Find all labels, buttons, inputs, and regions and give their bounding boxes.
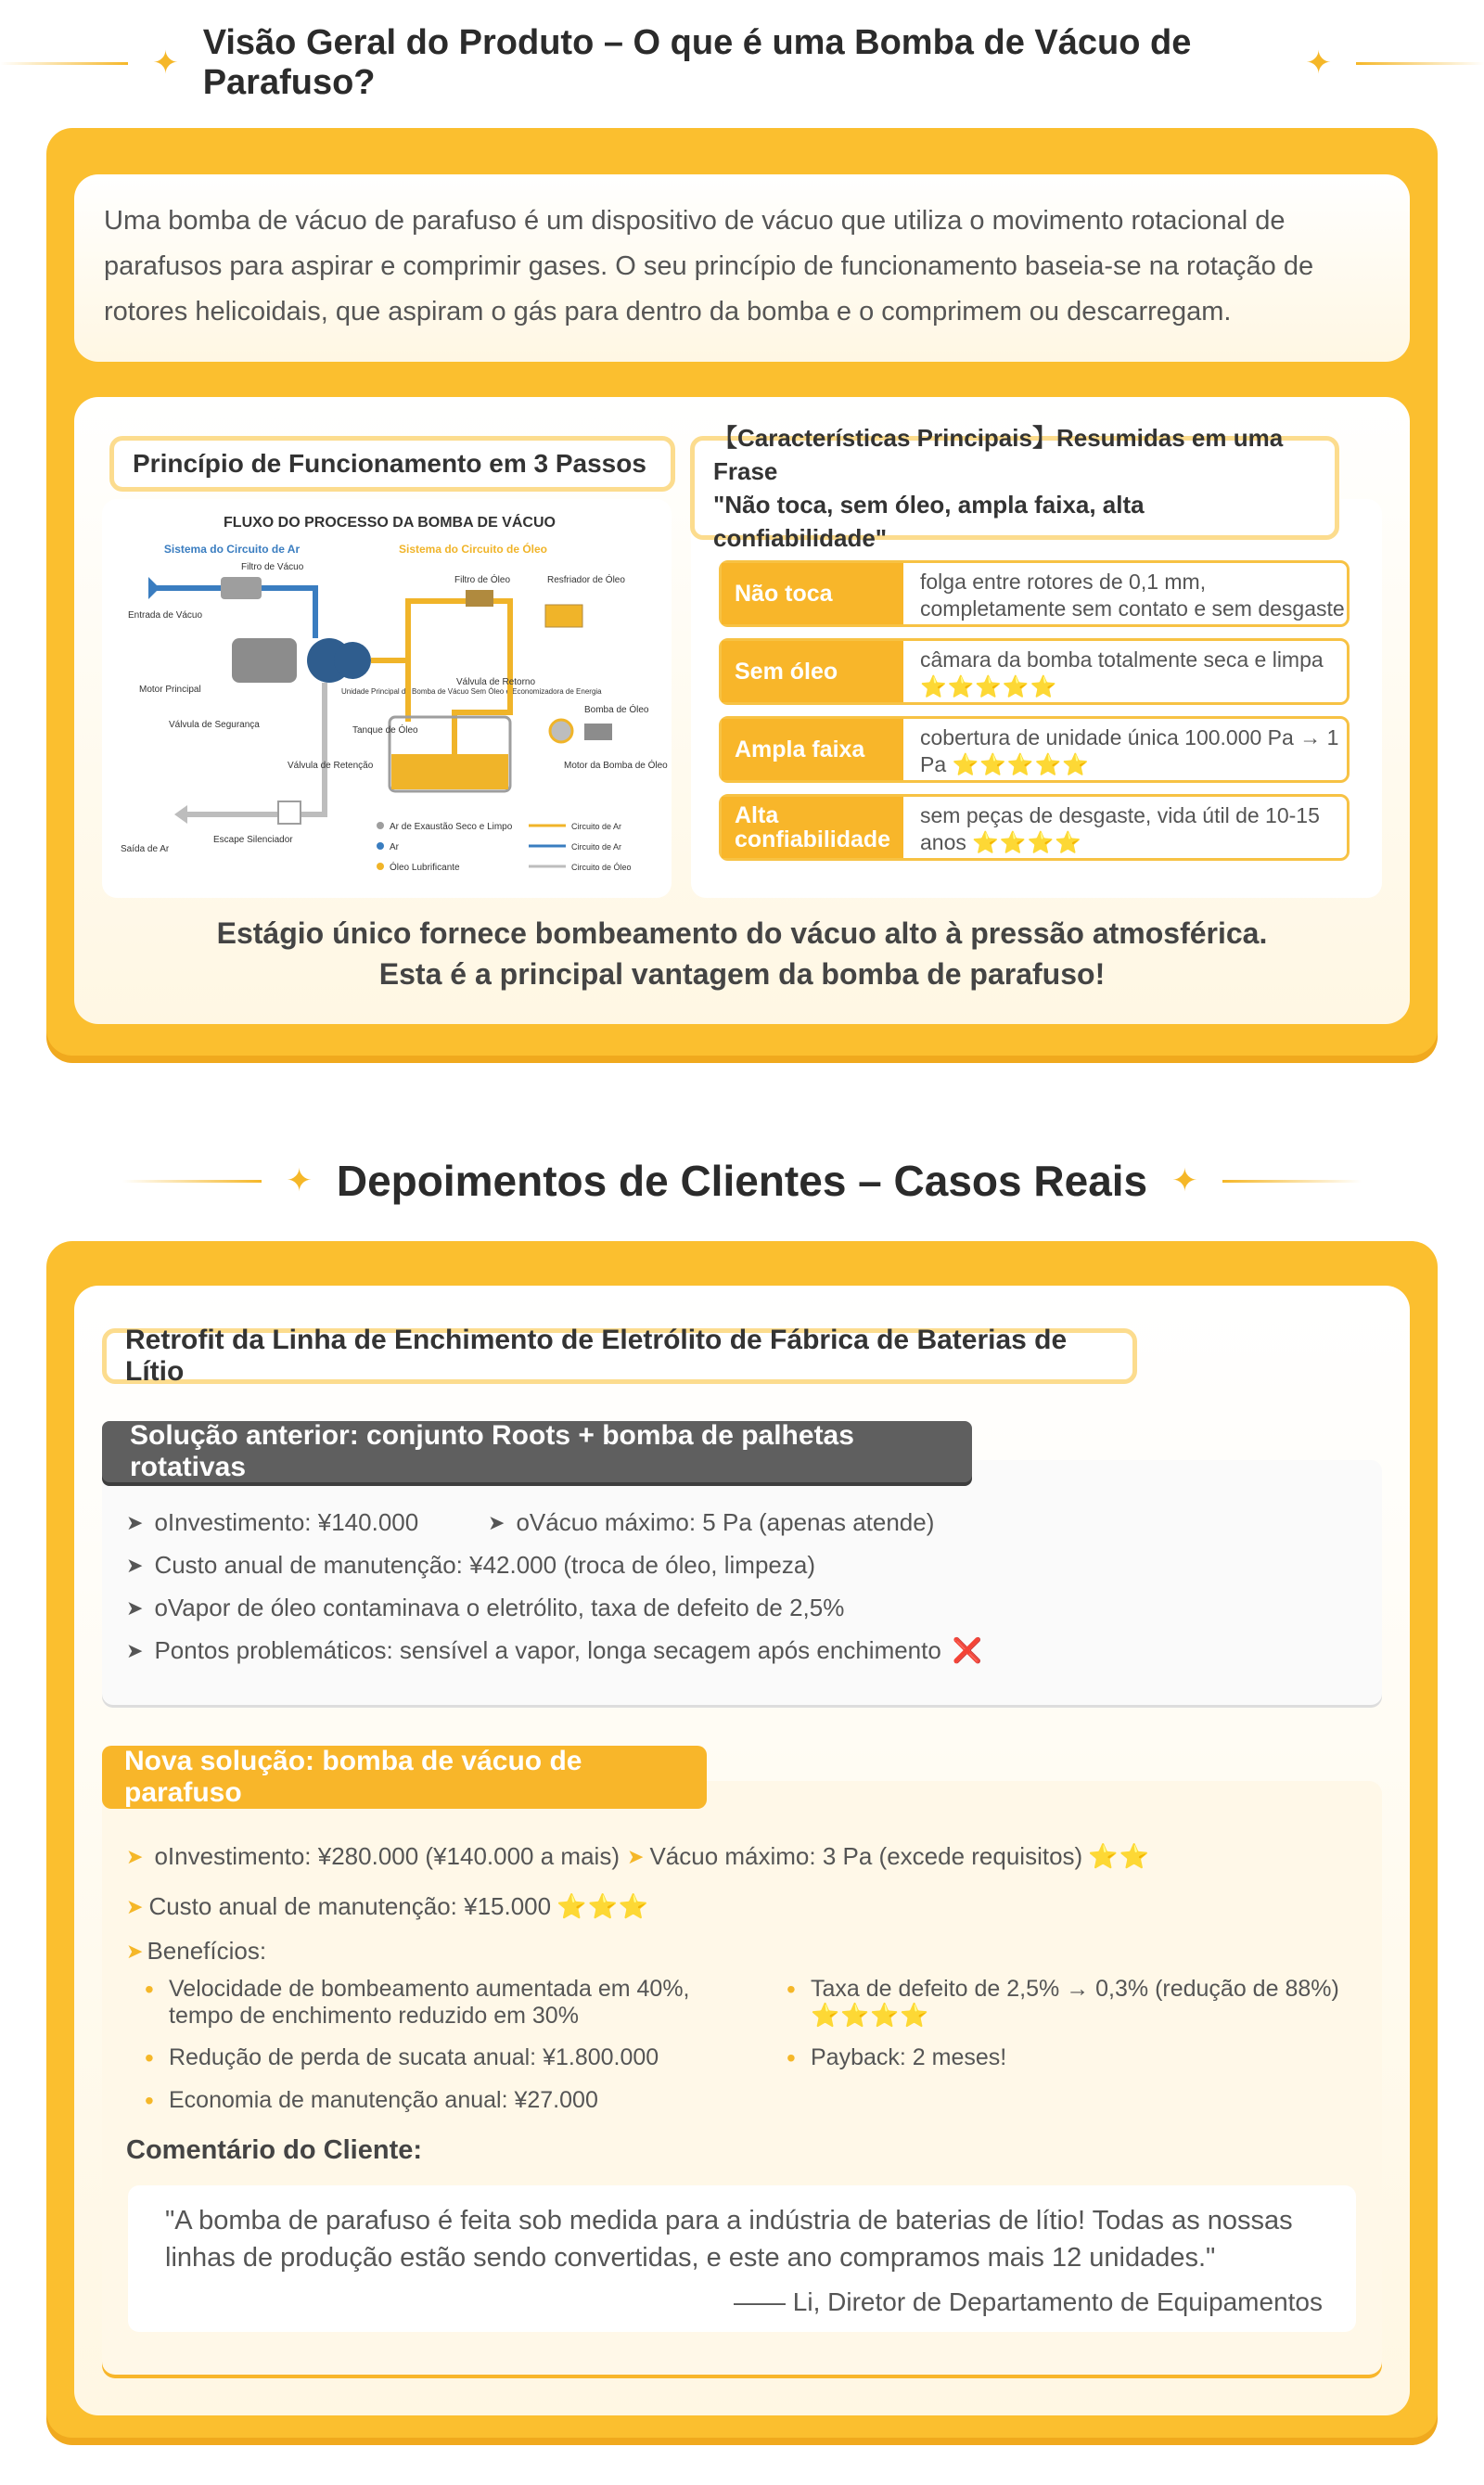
- main-motor-shape: [232, 638, 297, 683]
- oil-pump-motor-label: Motor da Bomba de Óleo: [564, 761, 668, 771]
- air-outlet-label: Saída de Ar: [121, 844, 170, 854]
- oil-tank-label: Tanque de Óleo: [352, 725, 418, 736]
- arrow-icon: ➤: [126, 1553, 144, 1577]
- oil-pump-label: Bomba de Óleo: [584, 705, 649, 715]
- arrow-icon: ➤: [126, 1894, 144, 1918]
- old-solution-head: Solução anterior: conjunto Roots + bomba de palhetas rotativas: [102, 1421, 972, 1482]
- feature-row: [719, 716, 1350, 783]
- comment-label: Comentário do Cliente:: [126, 2135, 423, 2165]
- old-item: ➤ oInvestimento: ¥140.000: [126, 1508, 419, 1536]
- testimonials-title-bar: [0, 1148, 1484, 1213]
- old-item: ➤ oVácuo máximo: 5 Pa (apenas atende): [488, 1508, 935, 1536]
- title-line-left: [0, 62, 128, 65]
- vacuum-filter-shape: [221, 577, 262, 599]
- process-diagram: [102, 499, 672, 898]
- benefit-item: • Payback: 2 meses!: [811, 2044, 1367, 2071]
- arrow-icon: ➤: [126, 1595, 144, 1620]
- exhaust-pipe: [186, 683, 325, 814]
- conclusion-line-1: Estágio único fornece bombeamento do vácuo alto à pressão atmosférica.: [216, 916, 1268, 950]
- arrow-icon: ➤: [126, 1638, 144, 1662]
- exhaust-arrow: [174, 805, 187, 824]
- oil-filter-shape: [466, 590, 493, 607]
- legend-lube-oil: Óleo Lubrificante: [390, 863, 460, 873]
- case-title: Retrofit da Linha de Enchimento de Eletrólito de Fábrica de Baterias de Lítio: [102, 1328, 1137, 1384]
- arrow-icon: ➤: [126, 1510, 144, 1534]
- feature-tag: Sem óleo: [722, 641, 903, 702]
- conclusion-line-2: Esta é a principal vantagem da bomba de parafuso!: [378, 957, 1106, 991]
- principle-title: Princípio de Funcionamento em 3 Passos: [109, 436, 675, 492]
- title-line-right: [1222, 1180, 1362, 1183]
- cross-icon: ❌: [952, 1636, 983, 1664]
- silencer-label: Escape Silenciador: [213, 835, 293, 845]
- air-system-label: Sistema do Circuito de Ar: [163, 543, 301, 556]
- vacuum-filter-label: Filtro de Vácuo: [241, 562, 304, 572]
- air-inlet-arrow: [148, 577, 160, 599]
- feature-tag: Alta confiabilidade: [722, 797, 903, 858]
- benefit-item: • Velocidade de bombeamento aumentada em 40%, tempo de enchimento reduzido em 30%: [169, 1976, 744, 2030]
- feature-row: [719, 638, 1350, 705]
- legend-dot-blue: [377, 842, 384, 850]
- legend-oil-circuit: Circuito de Óleo: [571, 863, 632, 872]
- oil-cooler-label: Resfriador de Óleo: [547, 575, 625, 585]
- feature-tag: Ampla faixa: [722, 719, 903, 780]
- overview-title: Visão Geral do Produto – O que é uma Bomba de Vácuo de Parafuso?: [202, 23, 1192, 102]
- old-item: ➤ oVapor de óleo contaminava o eletrólito, taxa de defeito de 2,5%: [126, 1594, 845, 1621]
- oil-pump-shape: [550, 720, 572, 742]
- legend-dot-yellow: [377, 863, 384, 870]
- star-rating: ⭐⭐⭐⭐: [972, 830, 1082, 854]
- oil-cooler-shape: [545, 605, 582, 627]
- star-rating: ⭐⭐⭐: [556, 1892, 650, 1920]
- feature-tag: Não toca: [722, 563, 903, 624]
- overview-title-bar: [0, 23, 1484, 102]
- air-inlet-label: Entrada de Vácuo: [128, 610, 203, 621]
- legend-dry-exhaust: Ar de Exaustão Seco e Limpo: [390, 822, 513, 832]
- main-motor-label: Motor Principal: [139, 685, 201, 695]
- process-flow-svg: [102, 499, 672, 898]
- legend-dot-gray: [377, 822, 384, 829]
- feature-desc: folga entre rotores de 0,1 mm, completamente sem contato e sem desgaste: [920, 570, 1345, 621]
- safety-valve-label: Válvula de Segurança: [169, 720, 260, 730]
- feature-desc: câmara da bomba totalmente seca e limpa ⭐⭐⭐⭐⭐: [920, 647, 1324, 698]
- customer-quote: [128, 2185, 1356, 2332]
- sparkle-icon: ✦: [1171, 1163, 1198, 1198]
- oil-tank-fill: [391, 754, 508, 789]
- star-rating: ⭐⭐⭐⭐: [811, 2003, 930, 2029]
- benefit-item: • Redução de perda de sucata anual: ¥1.800.000: [169, 2044, 744, 2071]
- title-line-left: [122, 1180, 262, 1183]
- star-rating: ⭐⭐⭐⭐⭐: [952, 752, 1090, 776]
- star-rating: ⭐⭐: [1088, 1842, 1150, 1870]
- feature-row: [719, 794, 1350, 861]
- intro-text: Uma bomba de vácuo de parafuso é um dispositivo de vácuo que utiliza o movimento rotacional de parafusos para aspirar e comprimir gases. O seu princípio de funcionamento baseia-se na rotação de rotores helicoidais, que aspiram o gás para dentro da bomba e o comprimem ou descarregam.: [104, 206, 1314, 327]
- features-head: 【Características Principais】Resumidas em uma Frase: [713, 424, 1284, 485]
- new-item: ➤ oInvestimento: ¥280.000 (¥140.000 a mais): [126, 1842, 620, 1870]
- feature-desc: sem peças de desgaste, vida útil de 10-15 anos ⭐⭐⭐⭐: [920, 803, 1320, 854]
- return-valve2-label: Válvula de Retorno: [456, 677, 536, 687]
- new-item: ➤ Custo anual de manutenção: ¥15.000 ⭐⭐⭐: [126, 1892, 650, 1920]
- oil-system-label: Sistema do Circuito de Óleo: [398, 543, 548, 556]
- oil-pump-motor-shape: [584, 724, 612, 740]
- new-solution-head: Nova solução: bomba de vácuo de parafuso: [102, 1746, 707, 1809]
- main-unit-label: Unidade Principal da Bomba de Vácuo Sem Óleo e Economizadora de Energia: [341, 687, 602, 696]
- main-unit-rotor-2: [334, 642, 371, 679]
- quote-author: —— Li, Diretor de Departamento de Equipamentos: [734, 2287, 1323, 2316]
- sparkle-icon: ✦: [1305, 45, 1332, 81]
- old-item: ➤ Custo anual de manutenção: ¥42.000 (troca de óleo, limpeza): [126, 1551, 815, 1579]
- feature-desc: cobertura de unidade única 100.000 Pa → 1 Pa ⭐⭐⭐⭐⭐: [920, 725, 1339, 776]
- benefit-item: • Economia de manutenção anual: ¥27.000: [169, 2087, 744, 2114]
- old-solution-box: [102, 1460, 1382, 1705]
- return-valve-label: Válvula de Retenção: [288, 761, 374, 771]
- legend-air-circuit: Circuito de Ar: [571, 822, 622, 831]
- testimonials-title: Depoimentos de Clientes – Casos Reais: [336, 1157, 1148, 1205]
- star-rating: ⭐⭐⭐⭐⭐: [920, 674, 1058, 698]
- diagram-title: FLUXO DO PROCESSO DA BOMBA DE VÁCUO: [224, 515, 556, 531]
- title-line-right: [1356, 62, 1484, 65]
- benefits-label: ➤ Benefícios:: [126, 1937, 267, 1965]
- features-title: [690, 424, 1339, 552]
- new-item: ➤ Vácuo máximo: 3 Pa (excede requisitos) ⭐⭐: [627, 1842, 1150, 1870]
- arrow-icon: ➤: [488, 1510, 505, 1534]
- sparkle-icon: ✦: [152, 45, 179, 81]
- features-quote: "Não toca, sem óleo, ampla faixa, alta confiabilidade": [713, 491, 1145, 552]
- silencer-shape: [278, 801, 301, 824]
- arrow-icon: ➤: [126, 1939, 144, 1963]
- benefit-item: • Taxa de defeito de 2,5% → 0,3% (redução de 88%) ⭐⭐⭐⭐: [811, 1976, 1367, 2030]
- old-item: ➤ Pontos problemáticos: sensível a vapor, longa secagem após enchimento ❌: [126, 1636, 983, 1664]
- arrow-icon: ➤: [627, 1844, 645, 1868]
- arrow-icon: ➤: [126, 1844, 144, 1868]
- feature-row: [719, 560, 1350, 627]
- legend-air-circuit-2: Circuito de Ar: [571, 842, 622, 852]
- legend-air: Ar: [390, 842, 399, 852]
- oil-filter-label: Filtro de Óleo: [454, 575, 511, 585]
- sparkle-icon: ✦: [286, 1163, 313, 1198]
- quote-text: "A bomba de parafuso é feita sob medida para a indústria de baterias de lítio! Todas as nossas linhas de produção estão sendo convertidas, e este ano compramos mais 12 unidades.": [165, 2206, 1293, 2273]
